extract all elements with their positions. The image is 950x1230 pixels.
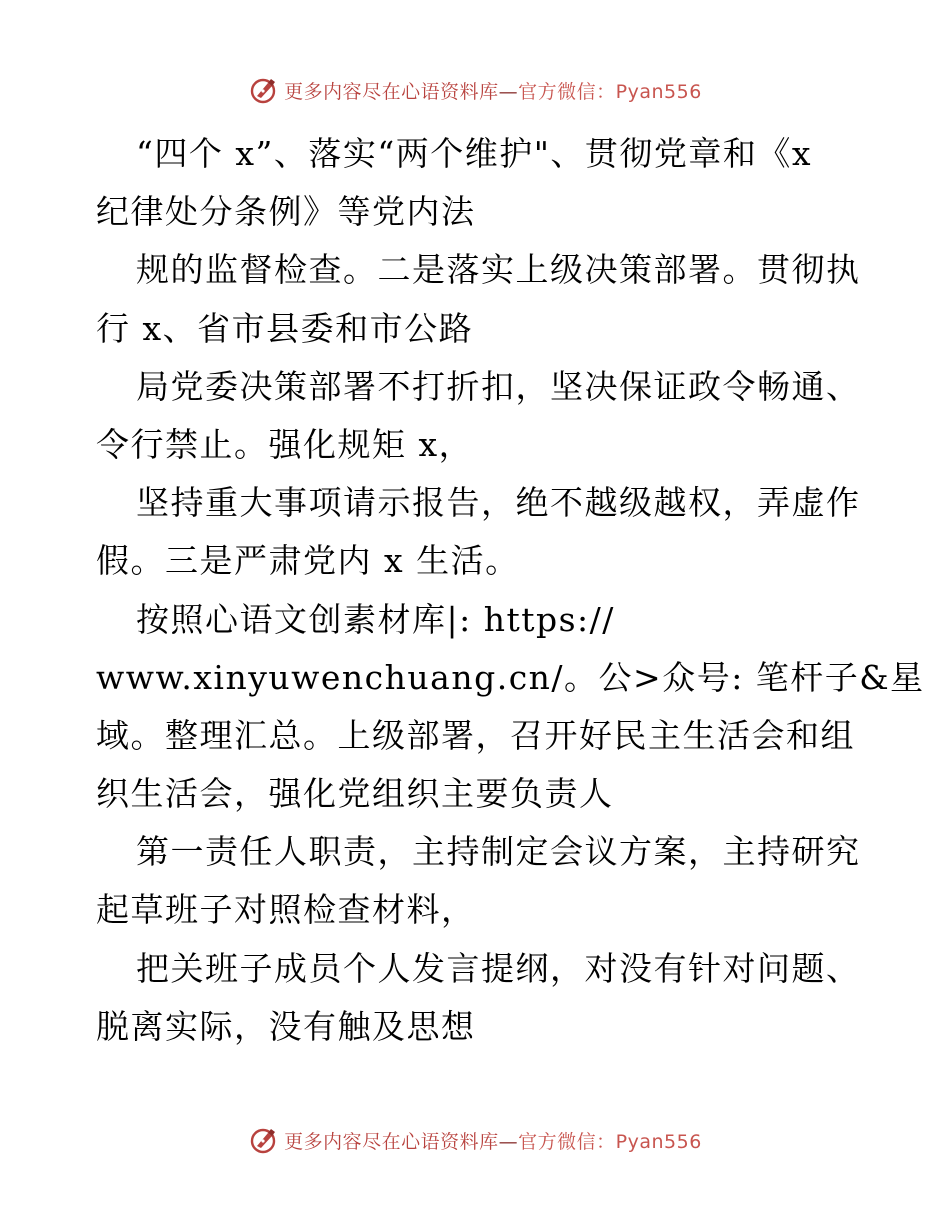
text-line: 规的监督检查。二是落实上级决策部署。贯彻执 <box>136 250 861 290</box>
text-line: 域。整理汇总。上级部署，召开好民主生活会和组 <box>96 715 855 755</box>
text-line: 假。三是严肃党内 x 生活。 <box>96 541 520 581</box>
banner-text <box>284 77 702 104</box>
text-line: 脱离实际，没有触及思想 <box>96 1006 476 1046</box>
text-line: 局党委决策部署不打折扣，坚决保证政令畅通、 <box>136 366 861 406</box>
pen-nib-circle-icon <box>248 75 278 105</box>
document-body <box>96 125 925 1056</box>
text-line: 按照心语文创素材库|: https:// <box>136 599 615 639</box>
footer-banner <box>0 1120 950 1160</box>
text-line: “四个 x”、落实“两个维护"、贯彻党章和《x <box>136 134 813 173</box>
pen-nib-circle-icon <box>248 1125 278 1155</box>
text-line: 织生活会，强化党组织主要负责人 <box>96 774 614 814</box>
text-line: 把关班子成员个人发言提纲，对没有针对问题、 <box>136 948 861 988</box>
banner-separator: — <box>498 1130 519 1153</box>
text-line: www.xinyuwenchuang.cn/。公>众号: 笔杆子&星 <box>96 657 925 697</box>
banner-site-text: 更多内容尽在心语资料库 <box>284 1130 499 1153</box>
text-line: 行 x、省市县委和市公路 <box>96 308 474 348</box>
header-banner <box>0 70 950 110</box>
banner-wechat-text: 官方微信：Pyan556 <box>518 1130 702 1153</box>
text-line: 第一责任人职责，主持制定会议方案，主持研究 <box>136 832 861 872</box>
text-line: 令行禁止。强化规矩 x， <box>96 424 474 464</box>
banner-wechat-text: 官方微信：Pyan556 <box>518 80 702 103</box>
text-line: 纪律处分条例》等党内法 <box>96 192 476 232</box>
banner-separator: — <box>498 80 519 103</box>
text-line: 起草班子对照检查材料， <box>96 890 476 930</box>
text-line: 坚持重大事项请示报告，绝不越级越权，弄虚作 <box>136 483 861 523</box>
banner-site-text: 更多内容尽在心语资料库 <box>284 80 499 103</box>
banner-text <box>284 1127 702 1154</box>
